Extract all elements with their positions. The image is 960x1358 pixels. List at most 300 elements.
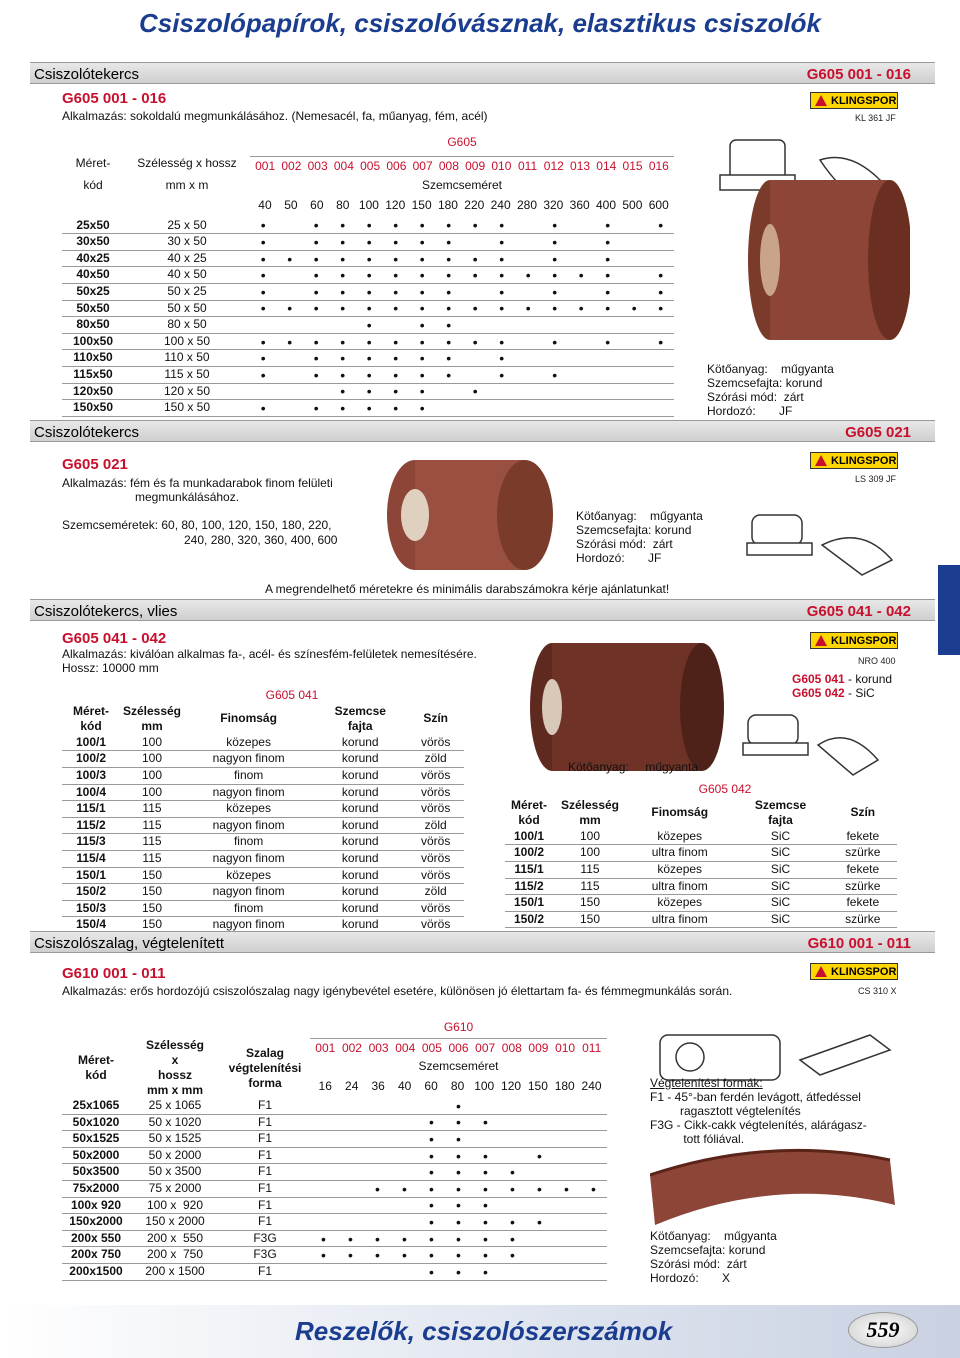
table-cell: finom <box>184 834 313 851</box>
availability-dot <box>526 1098 553 1114</box>
section-code: G605 041 - 042 <box>806 603 911 620</box>
availability-dot: • <box>383 366 410 383</box>
availability-dot: • <box>277 333 304 350</box>
table-cell: ultra finom <box>627 911 732 928</box>
model-code: NRO 400 <box>858 656 896 666</box>
availability-dot <box>568 383 595 400</box>
availability-dot: • <box>445 1247 472 1264</box>
header-cell: 016 <box>648 159 669 174</box>
table-cell: 200x 550 <box>62 1230 130 1247</box>
availability-dot <box>383 317 410 334</box>
size-code: 150x50 <box>62 400 124 417</box>
table-cell: vörös <box>407 900 464 917</box>
availability-dot <box>472 1131 499 1148</box>
availability-dot: • <box>364 1230 391 1247</box>
availability-dot <box>337 1197 364 1214</box>
header-cell: 320 <box>543 197 564 212</box>
availability-dot: • <box>489 250 516 267</box>
availability-dot <box>568 350 595 367</box>
availability-dot: • <box>383 400 410 417</box>
table-row <box>505 861 897 878</box>
availability-dot: • <box>553 1180 580 1197</box>
availability-dot: • <box>337 1230 364 1247</box>
table-cell: 115/2 <box>505 878 553 895</box>
header-cell: 120 <box>385 197 406 212</box>
header-cell: 36 <box>371 1078 385 1093</box>
availability-dot: • <box>418 1247 445 1264</box>
header-cell: 010 <box>555 1040 576 1055</box>
variant-2: G605 042 - SiC <box>792 686 875 700</box>
binder-text: Kötőanyag: műgyanta <box>568 760 699 774</box>
table-cell: 200x 750 <box>62 1247 130 1264</box>
availability-dot: • <box>462 267 489 284</box>
availability-dot <box>595 350 622 367</box>
table-cell: 150/1 <box>62 867 120 884</box>
availability-dot: • <box>445 1147 472 1164</box>
table-cell: korund <box>313 834 407 851</box>
availability-dot: • <box>436 350 463 367</box>
header-cell: 002 <box>281 159 302 174</box>
forms-text: F1 - 45°-ban ferdén levágott, átfedéssel ragasztott végtelenítés F3G - Cikk-cakk végtelenítés, alárágasz- tott fóliával. <box>650 1090 867 1146</box>
availability-dot: • <box>303 400 330 417</box>
table-cell: 100 <box>120 751 184 768</box>
availability-dot: • <box>418 1147 445 1164</box>
availability-dot: • <box>445 1164 472 1181</box>
availability-dot: • <box>489 267 516 284</box>
table-cell: zöld <box>407 884 464 901</box>
variant-1: G605 041 - korund <box>792 672 893 686</box>
table-cell: 150/2 <box>62 884 120 901</box>
table-cell: korund <box>313 900 407 917</box>
section-title: Csiszolótekercs, vlies <box>34 603 178 620</box>
model-code: KL 361 JF <box>855 113 896 123</box>
table-cell: 115 <box>120 834 184 851</box>
availability-dot: • <box>472 1263 499 1280</box>
availability-dot <box>515 234 542 251</box>
header-cell: 011 <box>518 159 538 174</box>
table-cell: 75 x 2000 <box>130 1180 220 1197</box>
table-cell: SiC <box>732 845 828 862</box>
availability-dot <box>595 400 622 417</box>
table-row <box>62 267 674 284</box>
availability-dot: • <box>462 250 489 267</box>
section-code: G605 021 <box>845 424 911 441</box>
availability-dot <box>553 1230 580 1247</box>
table-cell: közepes <box>627 829 732 845</box>
size-mm: 100 x 50 <box>124 333 250 350</box>
belt-table: G610 Méret- kód Szélesség x hossz mm x mm Szalag végtelenítési forma 001 002 003 004 005 006 007 008 009 010 011 Szemcseméret 16 24 36 40 60 80 100 120 150 180 240 25x1065 25 x 1065 F1 • 50x1020 50 x 1020 F1 • • • 50x1525 50 x 1525 F1 • • 50x2000 50 x 2000 F1 • • • • 50x3500 50 x 3500 F1 • • • • 75x2000 75 x 2000 F1 • • • • • • • • • 100x 920 100 x 920 F1 • • • 150x2000 150 x 2000 F1 • • • • • 200x 550 200 x 550 F3G • • • • • • • • 200x 750 200 x 750 F3G • • • • • • • • 200x1500 200 x 1500 F1 • • • <box>62 1018 607 1281</box>
availability-dot <box>310 1263 337 1280</box>
header-cell: 014 <box>596 159 617 174</box>
availability-dot: • <box>391 1247 418 1264</box>
availability-dot <box>515 250 542 267</box>
availability-dot <box>568 250 595 267</box>
size-code: 40x25 <box>62 250 124 267</box>
table-cell: 100/1 <box>505 829 553 845</box>
table-row <box>505 845 897 862</box>
application-text: Alkalmazás: sokoldalú megmunkálásához. (Nemesacél, fa, műanyag, fém, acél) <box>62 109 488 123</box>
availability-dot: • <box>250 300 277 317</box>
availability-dot: • <box>436 218 463 234</box>
availability-dot: • <box>250 283 277 300</box>
header-cell: 001 <box>315 1040 336 1055</box>
header-cell: 004 <box>333 159 354 174</box>
availability-dot: • <box>542 218 569 234</box>
availability-dot: • <box>515 267 542 284</box>
table-cell: 50x1525 <box>62 1131 130 1148</box>
availability-dot: • <box>409 218 436 234</box>
sanding-roll-image <box>375 455 565 575</box>
table-cell: 115 <box>120 801 184 818</box>
table-cell: vörös <box>407 867 464 884</box>
table-row <box>62 1230 607 1247</box>
table-cell: F1 <box>220 1263 310 1280</box>
table-row <box>62 300 674 317</box>
availability-dot <box>462 366 489 383</box>
availability-dot <box>621 283 648 300</box>
availability-dot <box>462 234 489 251</box>
availability-dot: • <box>489 333 516 350</box>
footer-title: Reszelők, csiszolószerszámok <box>295 1316 673 1346</box>
header-cell: 60 <box>310 197 324 212</box>
availability-dot: • <box>383 300 410 317</box>
availability-dot <box>621 383 648 400</box>
table-cell: korund <box>313 817 407 834</box>
availability-dot: • <box>489 234 516 251</box>
header-cell: 005 <box>360 159 381 174</box>
header-cell: 002 <box>341 1040 362 1055</box>
availability-dot: • <box>445 1180 472 1197</box>
availability-dot <box>277 350 304 367</box>
availability-dot: • <box>489 218 516 234</box>
table-cell: nagyon finom <box>184 917 313 934</box>
availability-dot: • <box>472 1180 499 1197</box>
size-code: 115x50 <box>62 366 124 383</box>
table-row <box>62 333 674 350</box>
vlies-table-1: Méret- G605 041 Szélesség Finomság Szemcse Szín kód mm fajta 100/1 100 közepes korund vörös 100/2 100 nagyon finom korund zöld 100/3 100 finom korund vörös 100/4 100 nagyon finom korund vörös 115/1 115 közepes korund vörös 115/2 115 nagyon finom korund zöld 115/3 115 finom korund vörös 115/4 115 nagyon finom korund vörös 150/1 150 közepes korund vörös 150/2 150 nagyon finom korund zöld 150/3 150 finom korund vörös 150/4 150 nagyon finom korund vörös <box>62 688 464 934</box>
availability-dot: • <box>383 250 410 267</box>
availability-dot <box>526 1164 553 1181</box>
header-cell: 015 <box>622 159 643 174</box>
warning-icon <box>815 95 827 106</box>
table-cell: 115/3 <box>62 834 120 851</box>
availability-dot <box>580 1114 607 1131</box>
availability-dot: • <box>499 1214 526 1231</box>
availability-dot: • <box>499 1247 526 1264</box>
table-cell: 200 x 550 <box>130 1230 220 1247</box>
availability-dot <box>580 1214 607 1231</box>
header-cell: 009 <box>528 1040 549 1055</box>
availability-dot <box>621 400 648 417</box>
availability-dot <box>364 1164 391 1181</box>
header-cell: 40 <box>258 197 272 212</box>
availability-dot <box>391 1197 418 1214</box>
header-cell: 012 <box>543 159 564 174</box>
availability-dot: • <box>391 1180 418 1197</box>
availability-dot: • <box>409 317 436 334</box>
availability-dot <box>580 1197 607 1214</box>
availability-dot <box>595 366 622 383</box>
application-text-2: megmunkálásához. <box>135 490 240 504</box>
availability-dot <box>553 1214 580 1231</box>
availability-dot <box>542 383 569 400</box>
table-cell: F3G <box>220 1230 310 1247</box>
availability-dot <box>648 317 675 334</box>
availability-dot: • <box>542 300 569 317</box>
size-mm: 50 x 50 <box>124 300 250 317</box>
availability-dot <box>250 317 277 334</box>
availability-dot <box>337 1164 364 1181</box>
table-cell: nagyon finom <box>184 784 313 801</box>
availability-dot: • <box>648 283 675 300</box>
availability-dot <box>580 1098 607 1114</box>
availability-dot: • <box>436 234 463 251</box>
availability-dot <box>499 1147 526 1164</box>
product-code: G605 021 <box>62 456 128 473</box>
availability-dot <box>310 1147 337 1164</box>
availability-dot: • <box>330 267 357 284</box>
availability-dot <box>526 1263 553 1280</box>
availability-dot: • <box>568 267 595 284</box>
availability-dot: • <box>409 400 436 417</box>
warning-icon <box>815 635 827 646</box>
availability-dot <box>337 1214 364 1231</box>
availability-dot <box>391 1131 418 1148</box>
availability-dot <box>277 218 304 234</box>
availability-dot: • <box>472 1197 499 1214</box>
availability-dot: • <box>330 333 357 350</box>
availability-dot: • <box>383 234 410 251</box>
availability-dot <box>553 1147 580 1164</box>
size-mm: 115 x 50 <box>124 366 250 383</box>
table-cell: zöld <box>407 817 464 834</box>
availability-dot: • <box>472 1230 499 1247</box>
header-cell: 500 <box>622 197 643 212</box>
availability-dot: • <box>445 1230 472 1247</box>
availability-dot <box>277 234 304 251</box>
table-row <box>62 366 674 383</box>
section-title: Csiszolótekercs <box>34 66 140 83</box>
table-cell: fekete <box>829 895 897 912</box>
table-cell: korund <box>313 767 407 784</box>
size-code: 30x50 <box>62 234 124 251</box>
header-cell: 80 <box>450 1078 465 1093</box>
availability-dot: • <box>303 350 330 367</box>
availability-dot <box>553 1164 580 1181</box>
vlies-roll-image <box>522 637 732 777</box>
availability-dot: • <box>383 218 410 234</box>
availability-dot: • <box>383 333 410 350</box>
availability-dot: • <box>383 283 410 300</box>
availability-dot: • <box>303 250 330 267</box>
availability-dot <box>568 234 595 251</box>
availability-dot <box>568 366 595 383</box>
table-row <box>62 1131 607 1148</box>
availability-dot <box>364 1147 391 1164</box>
availability-dot: • <box>526 1180 553 1197</box>
availability-dot <box>391 1098 418 1114</box>
availability-dot <box>391 1214 418 1231</box>
availability-dot <box>648 366 675 383</box>
availability-dot <box>580 1147 607 1164</box>
availability-dot <box>436 383 463 400</box>
availability-dot: • <box>356 333 383 350</box>
availability-dot: • <box>277 250 304 267</box>
availability-dot <box>568 283 595 300</box>
table-cell: 150 <box>120 917 184 934</box>
availability-dot: • <box>356 366 383 383</box>
header-cell: 011 <box>582 1040 602 1055</box>
availability-dot: • <box>489 350 516 367</box>
table-cell: 150x2000 <box>62 1214 130 1231</box>
spec-block: Kötőanyag: műgyanta Szemcsefajta: korund Szórási mód: zárt Hordozó: X <box>650 1229 777 1285</box>
header-cell: 16 <box>318 1078 332 1093</box>
availability-dot: • <box>436 300 463 317</box>
availability-dot: • <box>499 1230 526 1247</box>
header-cell: 004 <box>395 1040 416 1055</box>
availability-dot <box>418 1098 445 1114</box>
availability-dot: • <box>356 218 383 234</box>
warning-icon <box>815 455 827 466</box>
table-cell: 115/1 <box>505 861 553 878</box>
table-cell: szürke <box>829 845 897 862</box>
availability-dot <box>648 383 675 400</box>
availability-dot <box>462 400 489 417</box>
table-cell: 100x 920 <box>62 1197 130 1214</box>
header-cell: 010 <box>491 159 512 174</box>
table-row <box>62 1147 607 1164</box>
availability-dot <box>621 218 648 234</box>
availability-dot <box>648 350 675 367</box>
table-cell: 150/3 <box>62 900 120 917</box>
availability-dot: • <box>436 250 463 267</box>
table-cell: 150/1 <box>505 895 553 912</box>
table-cell: vörös <box>407 767 464 784</box>
availability-dot <box>337 1180 364 1197</box>
availability-dot <box>337 1147 364 1164</box>
side-tab <box>938 565 960 655</box>
availability-dot: • <box>542 283 569 300</box>
availability-dot <box>526 1230 553 1247</box>
table-cell: közepes <box>184 735 313 751</box>
availability-dot: • <box>356 283 383 300</box>
availability-dot <box>621 250 648 267</box>
header-cell: 007 <box>475 1040 496 1055</box>
table-cell: szürke <box>829 878 897 895</box>
availability-dot <box>303 317 330 334</box>
size-mm: 40 x 25 <box>124 250 250 267</box>
availability-dot <box>515 366 542 383</box>
availability-dot: • <box>418 1214 445 1231</box>
availability-dot <box>515 283 542 300</box>
table-cell: 115 <box>553 861 627 878</box>
availability-dot: • <box>580 1180 607 1197</box>
availability-dot <box>515 383 542 400</box>
availability-dot: • <box>526 1214 553 1231</box>
availability-dot: • <box>648 300 675 317</box>
section-code: G605 001 - 016 <box>806 66 911 83</box>
availability-dot <box>568 317 595 334</box>
header-cell: 180 <box>554 1078 575 1093</box>
availability-dot: • <box>330 250 357 267</box>
table-cell: F1 <box>220 1147 310 1164</box>
availability-dot <box>526 1114 553 1131</box>
availability-dot <box>337 1263 364 1280</box>
availability-dot <box>526 1131 553 1148</box>
table-row <box>62 1263 607 1280</box>
grit-table-1: G605 Méret- Szélesség x hossz 001 002 003 004 005 006 007 008 009 010 011 012 013 014 015 016 kód mm x m Szemcseméret 40 50 60 80 100 120 150 180 220 240 280 320 360 400 500 600 25x50 25 x 50 • • • • • • • • • • • • 30x50 30 x 50 • • • • • • • • • • 40x25 40 x 25 • • • • • • • • • • • • 40x50 40 x 50 • • • • • • • • • • • • • • 50x25 50 x 25 • • • • • • • • • • • 50x50 50 x 50 • • • • • • • • • • • • • • • • 80x50 80 x 50 • • • 100x50 100 x 50 • • • • • • • • • • • • • 110x50 110 x 50 • • • • • • • • 115x50 115 x 50 • • • • • • • • • 120x50 120 x 50 • • • • • 150x50 150 x 50 • • • • • • <box>62 130 674 417</box>
table-row <box>62 1197 607 1214</box>
table-cell: fekete <box>829 861 897 878</box>
availability-dot: • <box>595 283 622 300</box>
availability-dot: • <box>409 383 436 400</box>
page-title: Csiszolópapírok, csiszolóvásznak, elasztikus csiszolók <box>138 8 822 38</box>
table-row <box>62 735 464 751</box>
availability-dot: • <box>383 383 410 400</box>
availability-dot <box>553 1247 580 1264</box>
availability-dot: • <box>364 1180 391 1197</box>
availability-dot <box>277 400 304 417</box>
header-cell: 24 <box>345 1078 359 1093</box>
availability-dot <box>499 1114 526 1131</box>
table-cell: 100 x 920 <box>130 1197 220 1214</box>
page-number: 559 <box>848 1312 918 1348</box>
availability-dot <box>553 1114 580 1131</box>
model-code: LS 309 JF <box>855 474 897 484</box>
size-code: 100x50 <box>62 333 124 350</box>
table-cell: korund <box>313 784 407 801</box>
table-cell: 100 <box>120 767 184 784</box>
header-cell: 008 <box>501 1040 522 1055</box>
availability-dot: • <box>418 1230 445 1247</box>
availability-dot <box>526 1197 553 1214</box>
length-text: Hossz: 10000 mm <box>62 661 159 675</box>
header-cell: 400 <box>596 197 617 212</box>
availability-dot: • <box>436 283 463 300</box>
availability-dot <box>462 283 489 300</box>
availability-dot <box>337 1114 364 1131</box>
availability-dot: • <box>436 267 463 284</box>
availability-dot: • <box>595 250 622 267</box>
availability-dot <box>337 1098 364 1114</box>
availability-dot: • <box>418 1197 445 1214</box>
availability-dot: • <box>303 234 330 251</box>
sanding-roll-image <box>710 130 910 350</box>
availability-dot <box>489 317 516 334</box>
table-cell: F3G <box>220 1247 310 1264</box>
table-cell: zöld <box>407 751 464 768</box>
availability-dot: • <box>356 267 383 284</box>
availability-dot: • <box>303 267 330 284</box>
table-cell: korund <box>313 801 407 818</box>
availability-dot: • <box>595 333 622 350</box>
section-bar-3 <box>30 599 935 621</box>
table-cell: vörös <box>407 735 464 751</box>
grit-list-2: 240, 280, 320, 360, 400, 600 <box>184 533 338 547</box>
availability-dot: • <box>489 283 516 300</box>
availability-dot: • <box>250 333 277 350</box>
table-cell: 100/2 <box>505 845 553 862</box>
header-cell: 007 <box>412 159 433 174</box>
table-row <box>62 218 674 234</box>
availability-dot: • <box>445 1263 472 1280</box>
availability-dot: • <box>364 1247 391 1264</box>
availability-dot <box>580 1247 607 1264</box>
table-row <box>62 784 464 801</box>
table-cell: 150 <box>553 911 627 928</box>
header-cell: 003 <box>307 159 328 174</box>
table-cell: 115/1 <box>62 801 120 818</box>
